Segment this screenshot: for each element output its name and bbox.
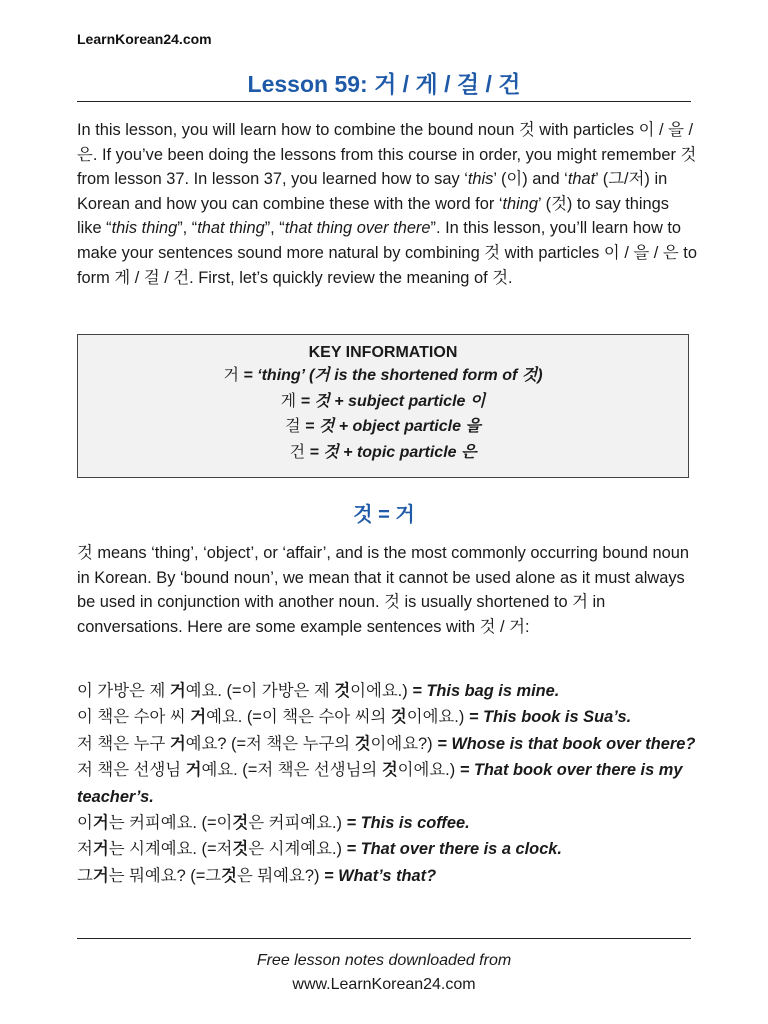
intro-text-run: ’ (것) to say things like “ xyxy=(77,194,669,238)
section-heading: 것 = 거 xyxy=(353,504,415,526)
intro-text-run: ”. In this lesson, you’ll learn how to make your sentences sound more natural by combining 것 with particles 이 / 을 / 은 to form 게 / 걸 / 건. First, let’s quickly review the meaning of 것. xyxy=(77,219,697,287)
example-sentence xyxy=(77,757,697,810)
korean-text: 저 xyxy=(77,840,93,859)
key-information-line xyxy=(78,414,688,440)
intro-text-run: ”, “ xyxy=(177,219,198,238)
highlighted-word: 것 xyxy=(390,708,407,727)
example-sentence xyxy=(77,731,697,757)
footer-line-1: Free lesson notes downloaded from xyxy=(256,952,512,969)
highlighted-word: 것 xyxy=(232,840,249,859)
example-sentence xyxy=(77,704,697,730)
highlighted-word: 거 xyxy=(169,682,186,700)
korean-text: 이에요?) xyxy=(370,734,438,753)
english-translation: = This is coffee. xyxy=(346,814,470,833)
key-definition: = 것 + subject particle 이 xyxy=(296,392,486,410)
korean-text: 은 시계예요.) xyxy=(248,840,347,859)
korean-text: 이에요.) xyxy=(350,682,413,700)
highlighted-word: 것 xyxy=(232,814,249,833)
korean-text: 예요? (=저 책은 누구의 xyxy=(185,734,355,753)
korean-text: 저 책은 누구 xyxy=(77,734,170,753)
korean-text: 는 뭐예요? (=그 xyxy=(108,866,222,885)
key-information-line xyxy=(78,389,688,415)
korean-text: 예요. (=이 책은 수아 씨의 xyxy=(206,708,391,727)
intro-text-run: that thing xyxy=(197,219,265,238)
key-definition: = 것 + object particle 을 xyxy=(300,418,481,435)
korean-text: 저 책은 선생님 xyxy=(77,761,186,780)
highlighted-word: 것 xyxy=(354,734,371,753)
english-translation: = This bag is mine. xyxy=(412,682,560,700)
intro-text-run: that thing over there xyxy=(284,219,431,238)
intro-text-run: In this lesson, you will learn how to combine the bound noun 것 with particles 이 / 을 / 은. If you’ve been doing the lessons from this course in order, you might remember 것 from lesson 37. In lesson 37, you learned how to say ‘ xyxy=(77,121,697,189)
korean-text: 이에요.) xyxy=(397,761,460,780)
intro-text-run: this xyxy=(467,170,494,189)
footer-divider xyxy=(77,938,691,939)
english-translation: = That over there is a clock. xyxy=(346,840,562,859)
key-definition: = 것 + topic particle 은 xyxy=(305,443,477,461)
key-word: 건 xyxy=(289,443,306,461)
title-divider xyxy=(77,101,691,102)
key-word: 거 xyxy=(223,367,239,384)
korean-text: 예요. (=이 가방은 제 xyxy=(185,682,335,700)
highlighted-word: 거 xyxy=(190,708,207,727)
english-translation: = What’s that? xyxy=(323,866,437,885)
korean-text: 예요. (=저 책은 선생님의 xyxy=(201,761,382,780)
key-information-box xyxy=(77,334,689,478)
section-body: 것 means ‘thing’, ‘object’, or ‘affair’, and is the most commonly occurring bound noun in Korean. By ‘bound noun’, we mean that it cannot be used alone as it must always be used in conjunction with another noun. 것 is usually shortened to 거 in conversations. Here are some example sentences with 것 / 거: xyxy=(77,544,689,636)
footer xyxy=(0,949,768,997)
highlighted-word: 거 xyxy=(169,734,186,753)
key-information-line xyxy=(78,363,688,389)
highlighted-word: 것 xyxy=(334,682,351,700)
korean-text: 이에요.) xyxy=(406,708,469,727)
korean-text: 는 시계예요. (=저 xyxy=(108,840,233,859)
intro-text-run: ’ (그/저) in Korean and how you can combine these with the word for ‘ xyxy=(77,170,668,213)
korean-text: 이 xyxy=(77,814,93,833)
highlighted-word: 거 xyxy=(92,814,109,833)
example-sentence xyxy=(77,836,697,862)
site-name: LearnKorean24.com xyxy=(77,31,212,47)
korean-text: 는 커피예요. (=이 xyxy=(108,814,233,833)
intro-text-run: that xyxy=(567,170,596,189)
key-definition: = ‘thing’ (거 is the shortened form of 것) xyxy=(238,367,543,384)
footer-url[interactable]: www.LearnKorean24.com xyxy=(292,976,476,993)
intro-paragraph xyxy=(77,118,697,290)
intro-text-run: ”, “ xyxy=(264,219,285,238)
key-word: 게 xyxy=(280,392,297,410)
korean-text: 이 가방은 제 xyxy=(77,682,170,700)
korean-text: 은 커피예요.) xyxy=(248,814,347,833)
highlighted-word: 것 xyxy=(381,761,398,780)
highlighted-word: 거 xyxy=(185,761,202,780)
highlighted-word: 거 xyxy=(92,866,109,885)
example-sentence xyxy=(77,863,697,889)
korean-text: 이 책은 수아 씨 xyxy=(77,708,191,727)
intro-text-run: this thing xyxy=(111,219,178,238)
english-translation: = Whose is that book over there? xyxy=(437,734,696,753)
page-title: Lesson 59: 거 / 게 / 걸 / 건 xyxy=(247,71,521,97)
key-information-heading: KEY INFORMATION xyxy=(308,344,458,361)
intro-text-run: ’ (이) and ‘ xyxy=(493,170,568,189)
english-translation: = That book over there is my teacher’s. xyxy=(77,761,683,806)
highlighted-word: 것 xyxy=(221,866,237,885)
example-sentence xyxy=(77,678,697,704)
english-translation: = This book is Sua’s. xyxy=(468,708,632,727)
korean-text: 은 뭐예요?) xyxy=(236,866,324,885)
key-word: 걸 xyxy=(285,418,301,435)
example-sentence xyxy=(77,810,697,836)
korean-text: 그 xyxy=(77,866,93,885)
highlighted-word: 거 xyxy=(92,840,109,859)
intro-text-run: thing xyxy=(502,194,539,213)
key-information-list xyxy=(78,363,688,465)
key-information-line xyxy=(78,440,688,466)
example-sentences xyxy=(77,678,697,889)
